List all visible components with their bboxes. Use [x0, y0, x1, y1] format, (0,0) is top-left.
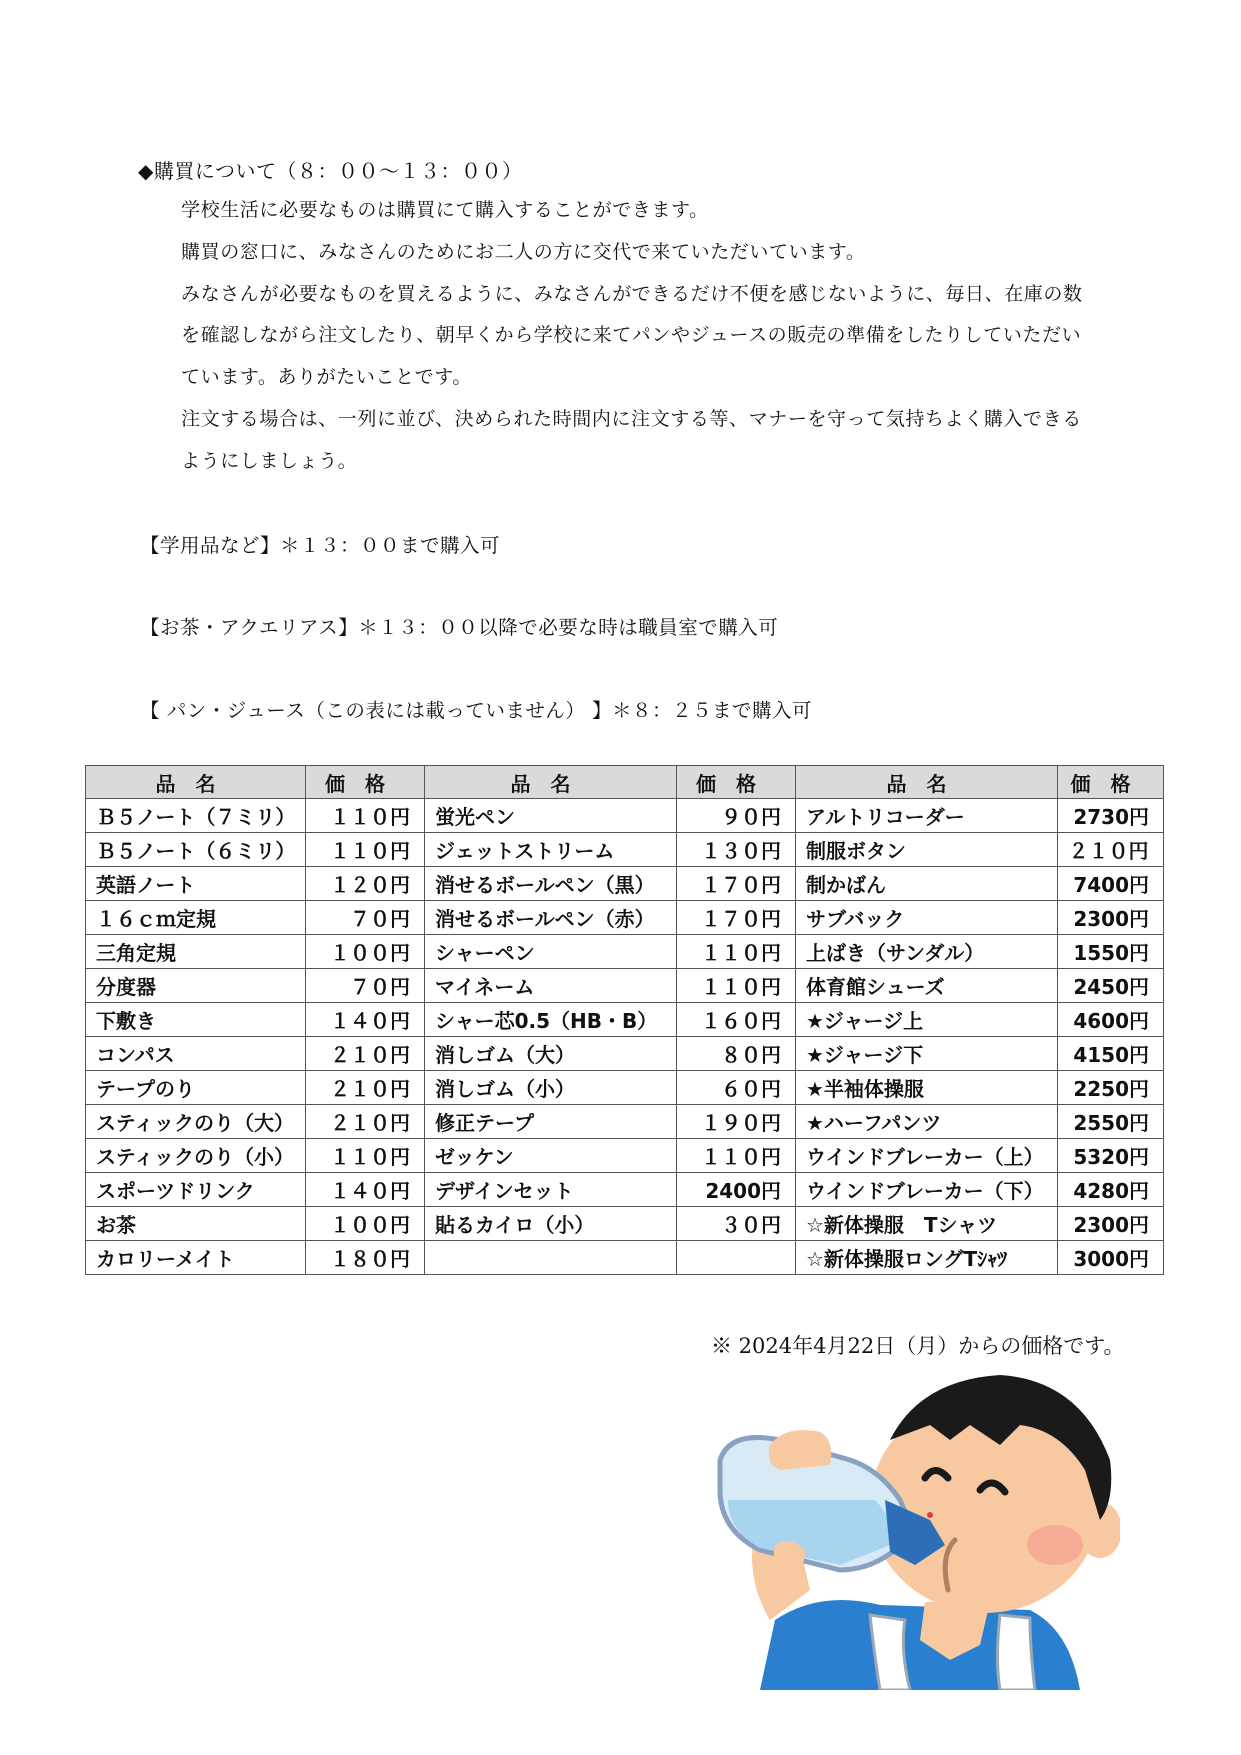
- price-cell: １００円: [306, 1207, 425, 1241]
- price-cell: １７０円: [677, 901, 796, 935]
- item-name-cell: 消せるボールペン（黒）: [425, 867, 677, 901]
- price-cell: 2400円: [677, 1173, 796, 1207]
- item-name-cell: サブバック: [796, 901, 1058, 935]
- price-cell: １４０円: [306, 1173, 425, 1207]
- price-cell: 5320円: [1058, 1139, 1164, 1173]
- intro-paragraph-line: ようにしましょう。: [181, 450, 358, 472]
- item-name-cell: 上ばき（サンダル）: [796, 935, 1058, 969]
- table-row: [86, 901, 1164, 935]
- item-name-cell: ★ハーフパンツ: [796, 1105, 1058, 1139]
- price-cell: １７０円: [677, 867, 796, 901]
- header-price: 価格: [306, 766, 425, 799]
- boy-drinking-illustration: [700, 1370, 1120, 1690]
- price-table: [85, 765, 1164, 1275]
- price-cell: [677, 1241, 796, 1275]
- item-name-cell: 分度器: [86, 969, 306, 1003]
- item-name-cell: 蛍光ペン: [425, 799, 677, 833]
- price-cell: 4150円: [1058, 1037, 1164, 1071]
- intro-paragraph-line: 注文する場合は、一列に並び、決められた時間内に注文する等、マナーを守って気持ちよく購入できる: [181, 408, 1082, 430]
- price-cell: １３０円: [677, 833, 796, 867]
- price-cell: ２１０円: [306, 1071, 425, 1105]
- price-cell: 1550円: [1058, 935, 1164, 969]
- table-row: [86, 935, 1164, 969]
- item-name-cell: 英語ノート: [86, 867, 306, 901]
- price-cell: ９０円: [677, 799, 796, 833]
- section-heading: ◆購買について（８：００～１３：００）: [138, 159, 523, 183]
- price-cell: 2550円: [1058, 1105, 1164, 1139]
- item-name-cell: ウインドブレーカー（下）: [796, 1173, 1058, 1207]
- price-cell: １１０円: [677, 1139, 796, 1173]
- item-name-cell: お茶: [86, 1207, 306, 1241]
- towel-right: [998, 1615, 1036, 1690]
- price-cell: １９０円: [677, 1105, 796, 1139]
- item-name-cell: マイネーム: [425, 969, 677, 1003]
- price-cell: 2300円: [1058, 1207, 1164, 1241]
- price-cell: １１０円: [306, 833, 425, 867]
- header-item-name: 品名: [86, 766, 306, 799]
- item-name-cell: スポーツドリンク: [86, 1173, 306, 1207]
- header-item-name: 品名: [796, 766, 1058, 799]
- table-row: [86, 1105, 1164, 1139]
- item-name-cell: ウインドブレーカー（上）: [796, 1139, 1058, 1173]
- intro-paragraph-line: 学校生活に必要なものは購買にて購入することができます。: [181, 199, 709, 221]
- item-name-cell: Ｂ５ノート（６ミリ）: [86, 833, 306, 867]
- price-cell: ３０円: [677, 1207, 796, 1241]
- price-cell: 7400円: [1058, 867, 1164, 901]
- table-row: [86, 969, 1164, 1003]
- item-name-cell: ゼッケン: [425, 1139, 677, 1173]
- price-cell: ７０円: [306, 969, 425, 1003]
- price-cell: 2300円: [1058, 901, 1164, 935]
- table-row: [86, 1139, 1164, 1173]
- item-name-cell: ★半袖体操服: [796, 1071, 1058, 1105]
- item-name-cell: ☆新体操服 Tシャツ: [796, 1207, 1058, 1241]
- item-name-cell: 三角定規: [86, 935, 306, 969]
- header-item-name: 品名: [425, 766, 677, 799]
- item-name-cell: ☆新体操服ロングTｼｬﾂ: [796, 1241, 1058, 1275]
- item-name-cell: 消しゴム（大）: [425, 1037, 677, 1071]
- header-price: 価格: [677, 766, 796, 799]
- table-row: [86, 1173, 1164, 1207]
- item-name-cell: 貼るカイロ（小）: [425, 1207, 677, 1241]
- item-name-cell: ★ジャージ上: [796, 1003, 1058, 1037]
- intro-paragraph-line: ています。ありがたいことです。: [181, 366, 472, 388]
- nose: [927, 1512, 933, 1518]
- price-cell: １４０円: [306, 1003, 425, 1037]
- price-cell: １００円: [306, 935, 425, 969]
- item-name-cell: テープのり: [86, 1071, 306, 1105]
- price-cell: ２１０円: [306, 1037, 425, 1071]
- price-cell: １８０円: [306, 1241, 425, 1275]
- table-row: [86, 799, 1164, 833]
- price-cell: １１０円: [677, 935, 796, 969]
- note-tea-aquarius: 【お茶・アクエリアス】＊１３：００以降で必要な時は職員室で購入可: [140, 616, 779, 639]
- item-name-cell: 消しゴム（小）: [425, 1071, 677, 1105]
- intro-paragraph-line: みなさんが必要なものを買えるように、みなさんができるだけ不便を感じないように、毎日、在庫の数: [181, 283, 1083, 305]
- header-price: 価格: [1058, 766, 1164, 799]
- item-name-cell: 修正テープ: [425, 1105, 677, 1139]
- price-cell: １１０円: [677, 969, 796, 1003]
- price-cell: １１０円: [306, 1139, 425, 1173]
- note-bread-juice: 【 パン・ジュース（この表には載っていません） 】＊８：２５まで購入可: [140, 699, 813, 722]
- item-name-cell: ジェットストリーム: [425, 833, 677, 867]
- item-name-cell: スティックのり（小）: [86, 1139, 306, 1173]
- price-cell: 4600円: [1058, 1003, 1164, 1037]
- item-name-cell: [425, 1241, 677, 1275]
- price-table-body: [86, 799, 1164, 1275]
- price-cell: 2250円: [1058, 1071, 1164, 1105]
- item-name-cell: ★ジャージ下: [796, 1037, 1058, 1071]
- intro-paragraph-line: 購買の窓口に、みなさんのためにお二人の方に交代で来ていただいています。: [181, 241, 866, 263]
- item-name-cell: シャー芯0.5（HB・B）: [425, 1003, 677, 1037]
- item-name-cell: 制かばん: [796, 867, 1058, 901]
- price-cell: ８０円: [677, 1037, 796, 1071]
- price-cell: 2730円: [1058, 799, 1164, 833]
- note-school-supplies: 【学用品など】＊１３：００まで購入可: [140, 534, 501, 557]
- price-effective-date-note: ※ 2024年4月22日（月）からの価格です。: [711, 1334, 1125, 1358]
- price-cell: ７０円: [306, 901, 425, 935]
- table-row: [86, 1207, 1164, 1241]
- price-cell: 4280円: [1058, 1173, 1164, 1207]
- table-header-row: [86, 766, 1164, 799]
- price-cell: ２１０円: [306, 1105, 425, 1139]
- item-name-cell: 消せるボールペン（赤）: [425, 901, 677, 935]
- price-cell: ６０円: [677, 1071, 796, 1105]
- intro-paragraph-line: を確認しながら注文したり、朝早くから学校に来てパンやジュースの販売の準備をしたりしていただい: [181, 324, 1082, 346]
- table-row: [86, 1003, 1164, 1037]
- table-row: [86, 1071, 1164, 1105]
- table-row: [86, 833, 1164, 867]
- price-cell: １１０円: [306, 799, 425, 833]
- item-name-cell: 下敷き: [86, 1003, 306, 1037]
- price-cell: ２１０円: [1058, 833, 1164, 867]
- table-row: [86, 1037, 1164, 1071]
- item-name-cell: Ｂ５ノート（７ミリ）: [86, 799, 306, 833]
- price-cell: 3000円: [1058, 1241, 1164, 1275]
- item-name-cell: スティックのり（大）: [86, 1105, 306, 1139]
- table-row: [86, 867, 1164, 901]
- price-cell: １２０円: [306, 867, 425, 901]
- item-name-cell: 制服ボタン: [796, 833, 1058, 867]
- item-name-cell: カロリーメイト: [86, 1241, 306, 1275]
- cheek: [1027, 1525, 1083, 1565]
- item-name-cell: シャーペン: [425, 935, 677, 969]
- table-row: [86, 1241, 1164, 1275]
- price-cell: １６０円: [677, 1003, 796, 1037]
- item-name-cell: アルトリコーダー: [796, 799, 1058, 833]
- item-name-cell: 体育館シューズ: [796, 969, 1058, 1003]
- item-name-cell: デザインセット: [425, 1173, 677, 1207]
- price-cell: 2450円: [1058, 969, 1164, 1003]
- item-name-cell: コンパス: [86, 1037, 306, 1071]
- hand: [769, 1430, 832, 1470]
- item-name-cell: １６ｃｍ定規: [86, 901, 306, 935]
